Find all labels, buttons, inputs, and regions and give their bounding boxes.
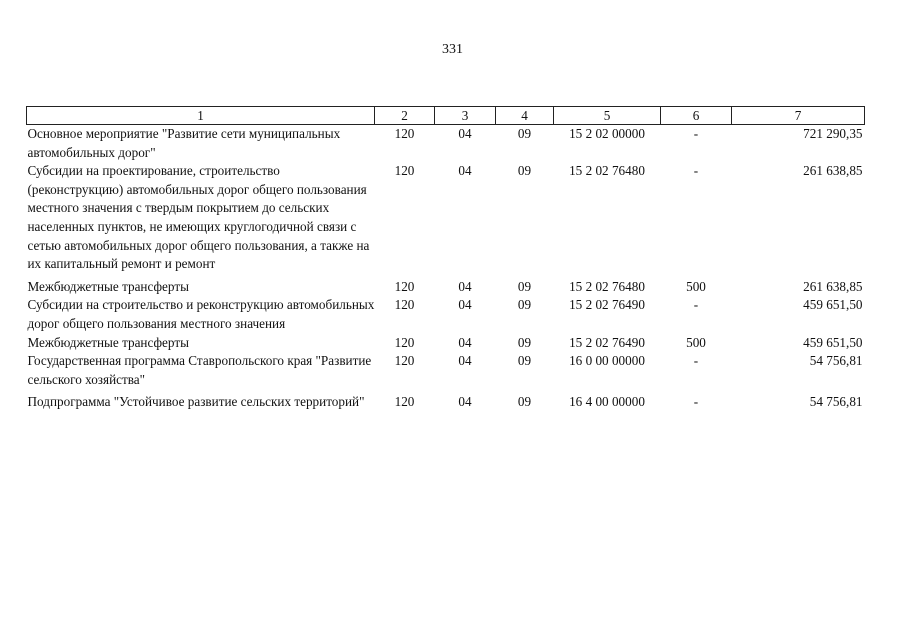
cell-target-article: 16 4 00 00000 bbox=[569, 394, 645, 410]
row-name: Межбюджетные трансферты bbox=[27, 334, 189, 350]
column-header: 6 bbox=[661, 107, 732, 125]
table-row bbox=[27, 334, 865, 353]
cell-amount: 261 638,85 bbox=[803, 278, 863, 294]
table-row bbox=[27, 274, 865, 297]
row-name: Основное мероприятие "Развитие сети муниципальных автомобильных дорог" bbox=[27, 126, 341, 160]
table-row bbox=[27, 125, 865, 163]
cell-expense-type: - bbox=[693, 297, 699, 313]
column-header: 1 bbox=[27, 107, 375, 125]
cell-target-article: 15 2 02 00000 bbox=[569, 126, 645, 141]
cell-expense-type: 500 bbox=[686, 334, 706, 350]
budget-table bbox=[26, 106, 865, 412]
cell-subsection: 09 bbox=[517, 334, 532, 350]
column-header: 5 bbox=[554, 107, 661, 125]
table-row bbox=[27, 389, 865, 412]
cell-expense-type: 500 bbox=[686, 278, 706, 294]
row-name: Субсидии на строительство и реконструкцию автомобильных дорог общего пользования местного значения bbox=[27, 297, 375, 331]
cell-code: 120 bbox=[394, 163, 415, 179]
cell-section: 04 bbox=[458, 126, 472, 141]
page-number: 331 bbox=[442, 42, 463, 57]
column-header: 4 bbox=[496, 107, 554, 125]
cell-amount: 721 290,35 bbox=[803, 126, 863, 141]
column-header: 2 bbox=[375, 107, 435, 125]
cell-subsection: 09 bbox=[517, 163, 532, 179]
cell-code: 120 bbox=[394, 394, 415, 410]
cell-expense-type: - bbox=[693, 163, 699, 179]
cell-section: 04 bbox=[458, 334, 472, 350]
row-name: Подпрограмма "Устойчивое развитие сельских территорий" bbox=[27, 394, 365, 410]
table-row bbox=[27, 296, 865, 333]
cell-section: 04 bbox=[458, 163, 472, 179]
cell-expense-type: - bbox=[693, 394, 699, 410]
cell-code: 120 bbox=[394, 334, 415, 350]
row-name: Государственная программа Ставропольского края "Развитие сельского хозяйства" bbox=[27, 353, 372, 387]
cell-target-article: 15 2 02 76490 bbox=[569, 297, 645, 313]
cell-target-article: 15 2 02 76490 bbox=[569, 334, 645, 350]
cell-code: 120 bbox=[394, 353, 415, 369]
cell-amount: 459 651,50 bbox=[803, 334, 863, 350]
cell-code: 120 bbox=[394, 278, 415, 294]
cell-subsection: 09 bbox=[517, 278, 532, 294]
column-header: 3 bbox=[435, 107, 496, 125]
cell-section: 04 bbox=[458, 278, 472, 294]
cell-target-article: 16 0 00 00000 bbox=[569, 353, 645, 369]
cell-section: 04 bbox=[458, 297, 472, 313]
cell-subsection: 09 bbox=[517, 126, 532, 141]
cell-amount: 54 756,81 bbox=[809, 394, 863, 410]
cell-target-article: 15 2 02 76480 bbox=[569, 278, 645, 294]
cell-section: 04 bbox=[458, 394, 472, 410]
cell-code: 120 bbox=[394, 297, 415, 313]
cell-code: 120 bbox=[394, 126, 415, 141]
cell-expense-type: - bbox=[693, 353, 699, 369]
table-header-row bbox=[27, 107, 865, 125]
cell-subsection: 09 bbox=[517, 394, 532, 410]
table-row bbox=[27, 162, 865, 274]
cell-amount: 54 756,81 bbox=[809, 353, 863, 369]
column-header: 7 bbox=[732, 107, 865, 125]
cell-amount: 261 638,85 bbox=[803, 163, 863, 179]
cell-section: 04 bbox=[458, 353, 472, 369]
cell-target-article: 15 2 02 76480 bbox=[569, 163, 645, 179]
cell-subsection: 09 bbox=[517, 297, 532, 313]
cell-expense-type: - bbox=[693, 126, 699, 141]
cell-subsection: 09 bbox=[517, 353, 532, 369]
row-name: Субсидии на проектирование, строительство (реконструкцию) автомобильных дорог общего пользования местного значения с твердым покрытием до сельских населенных пунктов, не имеющих круглогодичной связи с сетью автомобильных дорог общего пользования, а также на их капитальный ремонт и ремонт bbox=[27, 163, 370, 272]
cell-amount: 459 651,50 bbox=[803, 297, 863, 313]
table-row bbox=[27, 352, 865, 389]
row-name: Межбюджетные трансферты bbox=[27, 278, 189, 294]
